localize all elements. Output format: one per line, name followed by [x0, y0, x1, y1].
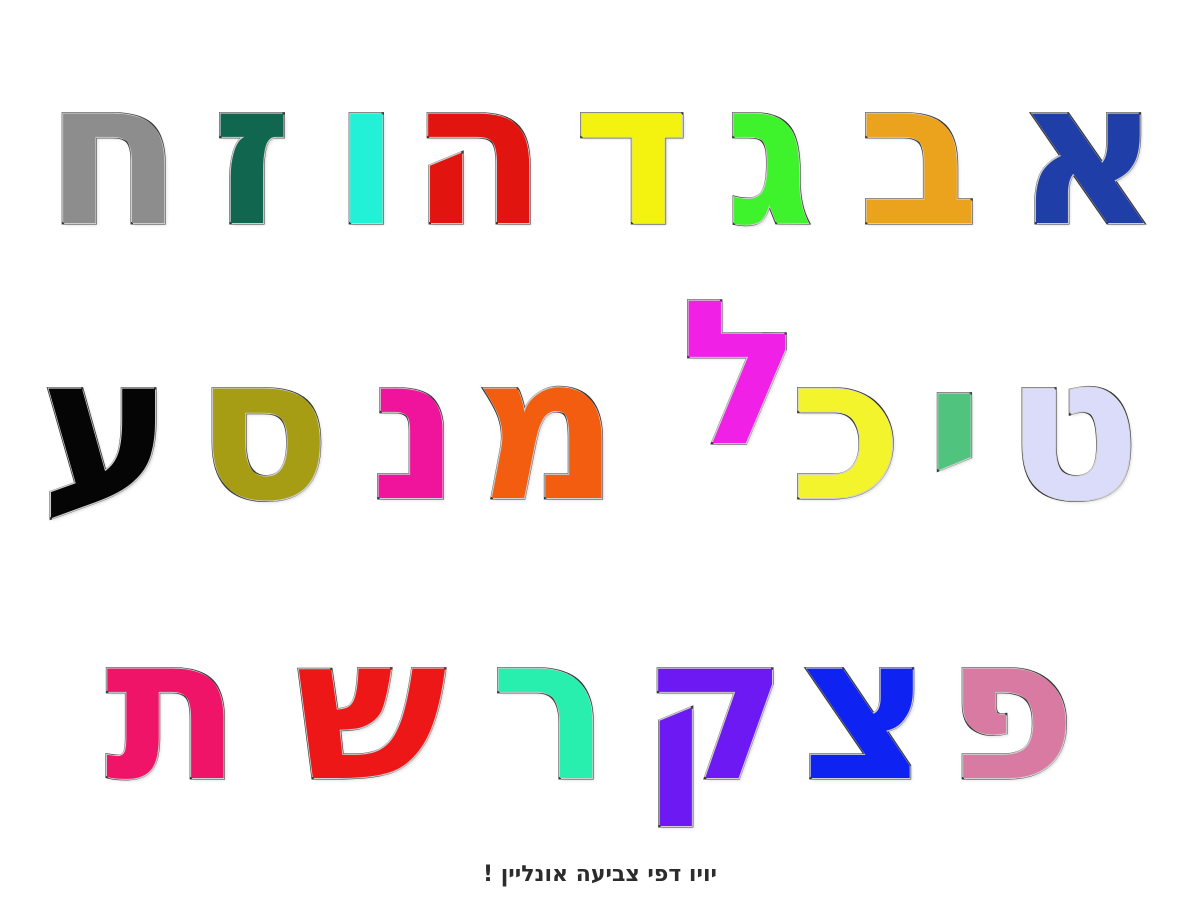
letter-zayin: ז [212, 38, 293, 271]
letter-lamed: ל [680, 258, 801, 491]
letter-yod: י [925, 318, 984, 551]
letter-gimel: ג [725, 38, 815, 271]
letter-samekh: ס [195, 313, 331, 546]
letter-ayin: ע [40, 313, 174, 546]
letter-het: ח [45, 38, 183, 271]
letter-tet: ט [1005, 313, 1141, 546]
letter-dalet: ד [573, 38, 691, 271]
letter-qof: ק [640, 593, 788, 826]
letter-kaf: כ [790, 313, 904, 546]
letter-shin: ש [295, 593, 447, 826]
letter-resh: ר [490, 593, 611, 826]
letter-vav: ו [332, 38, 401, 271]
letter-bet: ב [858, 38, 980, 271]
letter-pe: פ [945, 593, 1077, 826]
letter-mem: מ [475, 313, 620, 546]
footer-caption: יויו דפי צביעה אונליין ! [483, 862, 717, 887]
letter-tav: ת [105, 593, 242, 826]
letter-nun: נ [370, 313, 461, 546]
letter-he: ה [410, 38, 548, 271]
letter-tsadi: צ [800, 593, 931, 826]
letter-alef: א [1015, 38, 1161, 271]
